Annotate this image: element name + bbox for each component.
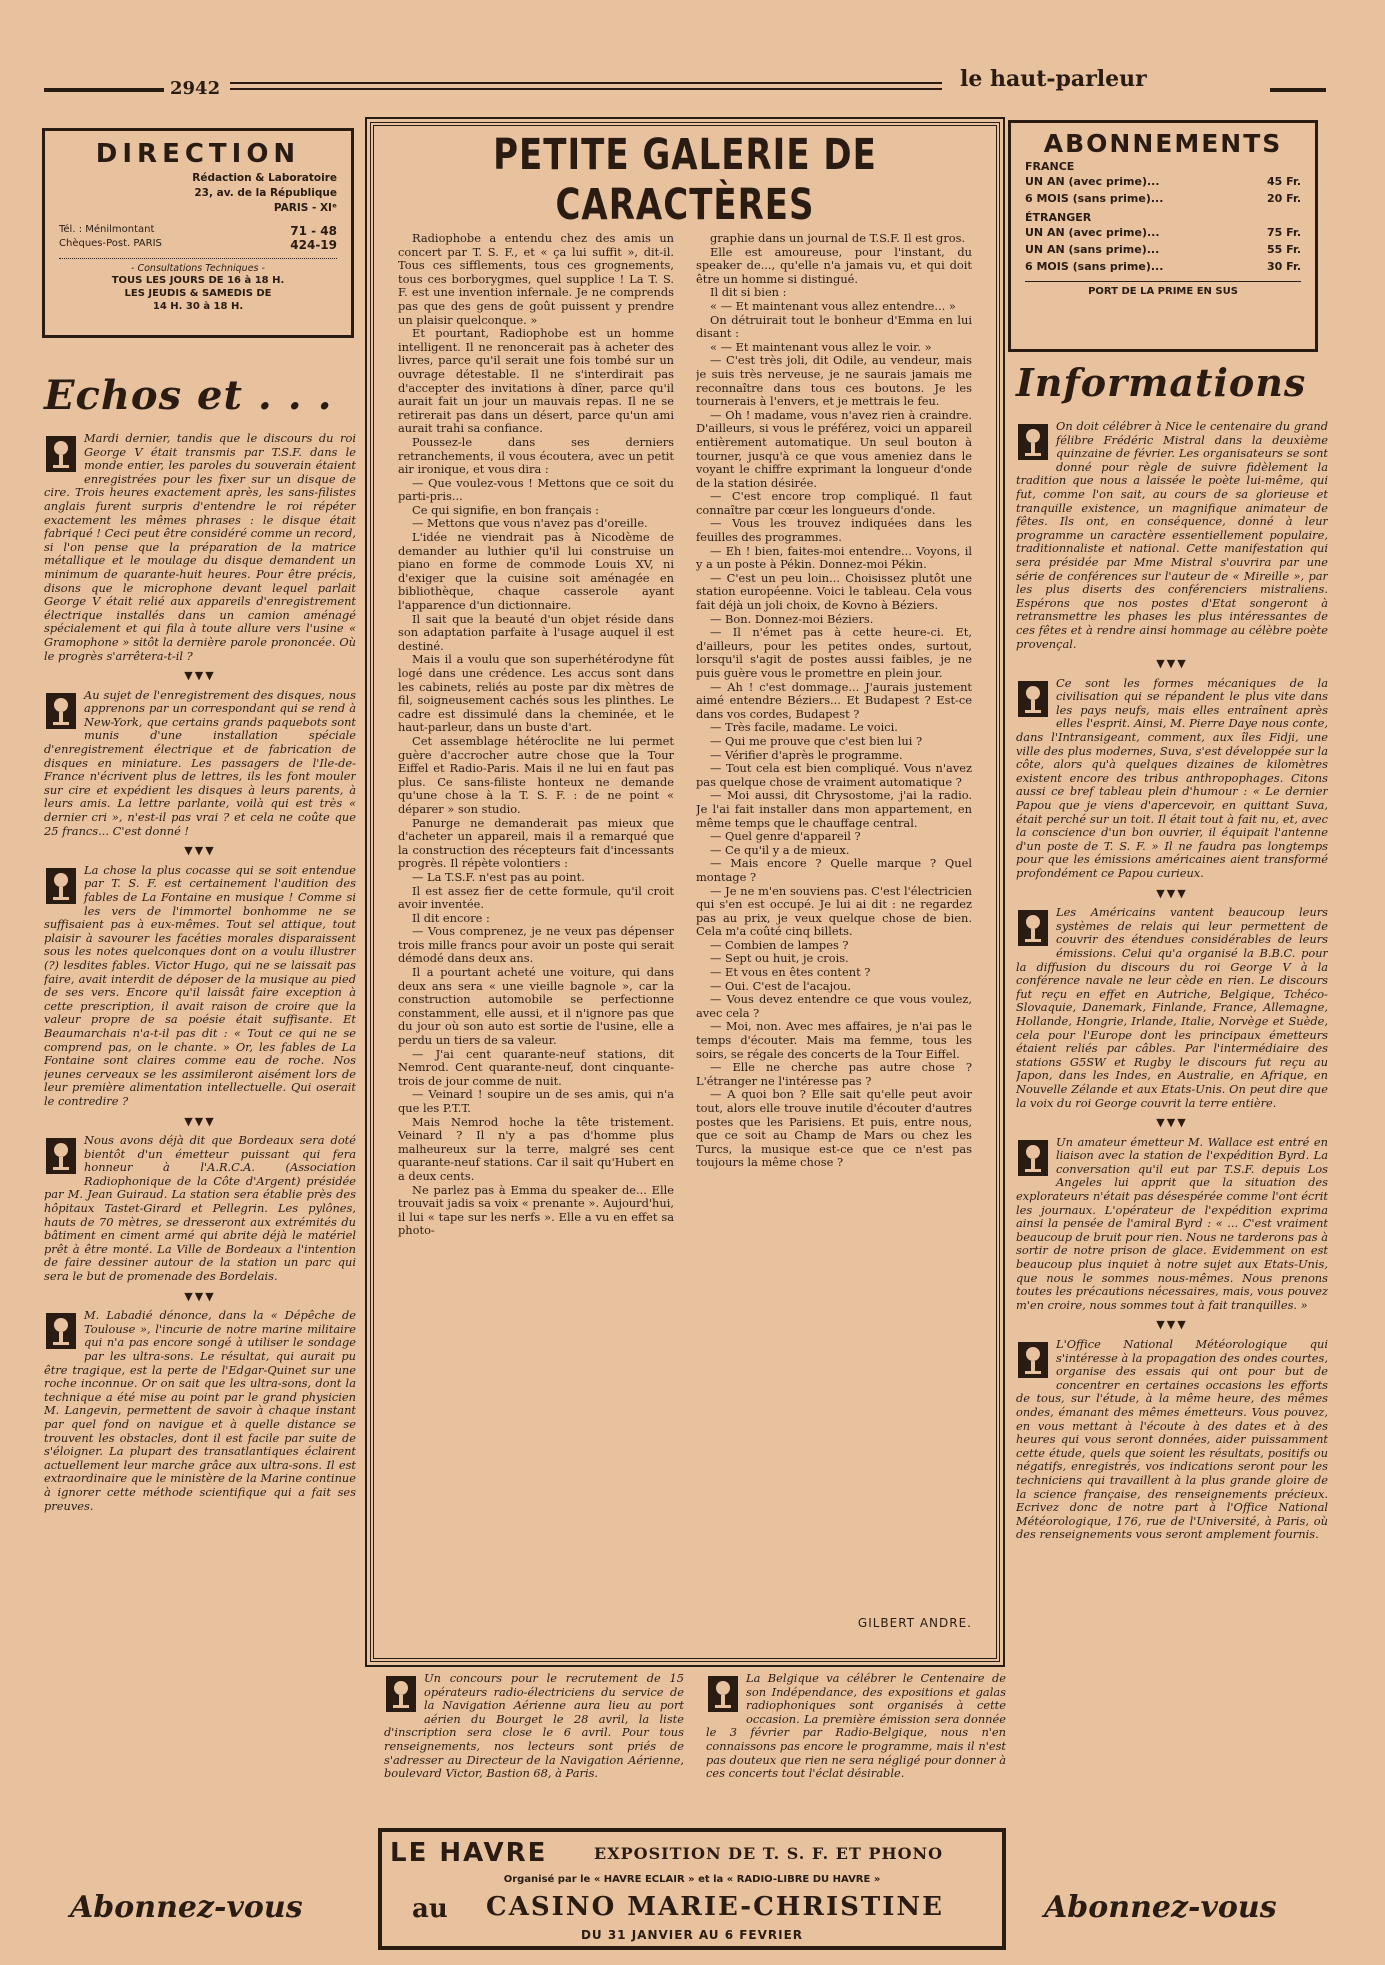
microphone-icon (384, 1674, 418, 1714)
hours-line3: 14 H. 30 à 18 H. (152, 301, 244, 312)
abonnements-title: ABONNEMENTS (1043, 129, 1283, 158)
microphone-icon (1016, 422, 1050, 462)
microphone-icon (706, 1674, 740, 1714)
price-value: 55 Fr. (1267, 243, 1301, 256)
paragraph: — Très facile, madame. Le voici. (710, 720, 898, 735)
separator: ▼▼▼ (1156, 657, 1188, 671)
microphone-icon (44, 1136, 78, 1176)
paragraph: graphie dans un journal de T.S.F. Il est gros. (710, 232, 966, 245)
separator: ▼▼▼ (184, 1289, 216, 1303)
direction-box (42, 128, 354, 338)
news-item-text: Un amateur émetteur M. Wallace est entré en liaison avec la station de l'expédition Byrd. La conversation qu'il eut par T.S.F. depuis Los Angeles lui apprit que la situation des explorateurs n'était pas désespérée comme l'ont écrit les journaux. L'opérateur de l'expédition exprima ainsi la pensée de l'amiral Byrd : « ... C'est vraiment beaucoup de bruit pour rien. Nous ne tarderons pas à sortir de notre prison de glace. Evidemment on est beaucoup plus inquiet à notre sujet aux Etats-Unis, que nous le sommes nous-mêmes. Nous prenons toutes les précautions nécessaires, mais, vous pouvez m'en croire, nous sommes tout à fait tranquilles. » (1016, 1134, 1328, 1312)
paragraph: « — Et maintenant vous allez le voir. » (710, 339, 932, 354)
paragraph: — Vous les trouvez indiquées dans les feuilles des programmes. (696, 516, 972, 545)
paragraph: — Mais encore ? Quelle marque ? Quel montage ? (696, 856, 972, 884)
price-value: 30 Fr. (1267, 260, 1301, 273)
paragraph: Ne parlez pas à Emma du speaker de... Elle trouvait jadis sa voix « prenante ». Aujourd'hui, il lui « tape sur les nerfs ». Elle a vu en effet sa photo- (398, 1182, 674, 1238)
paragraph: Il dit encore : (412, 910, 490, 925)
news-item (1016, 420, 1328, 651)
news-item-text: Ce sont les formes mécaniques de la civilisation qui se répandent le plus vite dans les pays neufs, mais elles entraînent après elles l'esprit. Ainsi, M. Pierre Daye nous conte, dans l'Intransigeant, comment, aux îles Fidji, une ville des plus modernes, Suva, s'est développée sur la côte, alors qu'à quelques dizaines de kilomètres existent encore des tribus anthropophages. Citons aussi ce bref tableau plein d'humour : « Le dernier Papou que je viens d'apercevoir, en quittant Suva, était perché sur un toit. Il était tout à fait nu, et, avec la conscience d'un bon ouvrier, il équipait l'antenne d'un poste de T. S. F. » Il ne faudra pas longtemps pour que les émissions américaines aient transformé profondément ce Papou curieux. (1016, 675, 1328, 880)
havre-au: au (412, 1894, 448, 1924)
microphone-icon (44, 691, 78, 731)
paragraph: — Ah ! c'est dommage... J'aurais justement aimé entendre Béziers... Et Budapest ? Est-ce dans vos cordes, Budapest ? (696, 679, 972, 721)
header-rule-left (44, 88, 164, 92)
header-rule-mid (230, 82, 942, 84)
news-item-text: M. Labadié dénonce, dans la « Dépêche de Toulouse », l'incurie de notre marine militaire qui n'a pas encore songé à utiliser le sondage par les ultra-sons. Le résultat, qui aurait pu être tragique, est la perte de l'Edgar-Quinet sur une roche inconnue. Or on sait que les ultra-sons, dont la technique a été mise au point par le grand physicien M. Langevin, permettent de savoir à chaque instant par quel fond on navigue et à quelle distance se trouvent les obstacles, dont il est facile par suite de s'éloigner. La plupart des transatlantiques éclairent actuellement leur marche grâce aux ultra-sons. Il est extraordinaire que le ministère de la Marine continue à ignorer cette méthode scientifique qui a fait ses preuves. (44, 1308, 356, 1513)
paragraph: — Mettons que vous n'avez pas d'oreille. (412, 516, 648, 531)
tel-value: 71 - 48 (290, 224, 337, 238)
separator: ▼▼▼ (1156, 1318, 1188, 1332)
paragraph: — Je ne m'en souviens pas. C'est l'électricien qui s'en est occupé. Je lui ai dit : ne regardez pas au prix, je veux quelque chose de bien. Cela m'a coûté cinq billets. (696, 883, 972, 939)
direction-sub3: PARIS - XIᵉ (273, 202, 337, 214)
abonnements-box (1008, 120, 1318, 352)
paragraph: — Oui. C'est de l'acajou. (710, 978, 851, 993)
price-label: 6 MOIS (sans prime)... (1025, 192, 1164, 205)
microphone-icon (1016, 679, 1050, 719)
paragraph: L'idée ne viendrait pas à Nicodème de demander au luthier qu'il lui construise un piano en forme de commode Louis XV, ni d'exiger que la cuisine soit aménagée en bibliothèque, chaque casserole ayant l'apparence d'un dictionnaire. (398, 530, 674, 613)
paragraph: — La T.S.F. n'est pas au point. (412, 869, 585, 884)
separator: ▼▼▼ (184, 1114, 216, 1128)
paragraph: Poussez-le dans ses derniers retranchements, il vous écoutera, avec un petit air ironique, et vous dira : (398, 434, 674, 477)
paragraph: Mais Nemrod hoche la tête tristement. Veinard ? Il n'y a pas d'homme plus malheureux sur la terre, malgré ses cent quarante-neuf stations. Car il sait qu'Hubert en a deux cents. (398, 1114, 674, 1183)
separator: ▼▼▼ (1156, 886, 1188, 900)
echos-heading: Echos et . . . (44, 372, 333, 419)
paragraph: — Tout cela est bien compliqué. Vous n'avez pas quelque chose de vraiment automatique ? (696, 761, 972, 789)
paragraph: — Eh ! bien, faites-moi entendre... Voyons, il y a un poste à Pékin. Donnez-moi Pékin. (696, 543, 972, 572)
galerie-column-1 (398, 232, 674, 1642)
consult-label: - Consultations Techniques - (131, 263, 265, 274)
separator: ▼▼▼ (1156, 1116, 1188, 1130)
price-value: 45 Fr. (1267, 175, 1301, 188)
news-item-text: Les Américains vantent beaucoup leurs systèmes de relais qui leur permettent de couvrir des étendues considérables de leurs émissions. Celui qu'a organisé la B.B.C. pour la diffusion du discours du roi George V à la conférence navale ne leur cède en rien. Le discours fut reçu en effet en Autriche, Belgique, Tchéco-Slovaquie, Danemark, Finlande, France, Allemagne, Hollande, Hongrie, Irlande, Italie, Norvège et Suède, cela pour l'Europe dont les principaux émetteurs étaient reliés par câbles. Par l'intermédiaire des stations G5SW et Rugby le discours fut reçu au Japon, dans les Indes, en Australie, en Afrique, en Nouvelle Zélande et aux Etats-Unis. On peut dire que la voix du roi George couvrit la terre entière. (1016, 905, 1328, 1110)
france-label: FRANCE (1025, 160, 1075, 173)
microphone-icon (1016, 1340, 1050, 1380)
paragraph: — Quel genre d'appareil ? (710, 829, 861, 844)
cheques-value: 424-19 (290, 238, 337, 252)
page-number: 2942 (170, 78, 221, 99)
price-row (1025, 190, 1301, 207)
etranger-label: ÉTRANGER (1025, 211, 1092, 224)
galerie-column-2 (696, 232, 972, 1612)
galerie-title: PETITE GALERIE DE CARACTÈRES (493, 130, 877, 230)
hours-line1: TOUS LES JOURS DE 16 à 18 H. (111, 275, 285, 286)
paragraph: — Ce qu'il y a de mieux. (710, 842, 850, 857)
news-item (1016, 1338, 1328, 1542)
paragraph: — Veinard ! soupire un de ses amis, qui n'a que les P.T.T. (398, 1087, 674, 1115)
direction-sub1: Rédaction & Laboratoire (192, 172, 337, 184)
port-label: PORT DE LA PRIME EN SUS (1025, 281, 1301, 297)
note-navigation-text: Un concours pour le recrutement de 15 opérateurs radio-électriciens du service de la Navigation Aérienne aura lieu au port aérien du Bourget le 28 avril, la liste d'inscription sera close le 6 avril. Pour tous renseignements, nos lecteurs sont priés de s'adresser au Directeur de la Navigation Aérienne, boulevard Victor, Bastion 68, à Paris. (384, 1672, 684, 1781)
paragraph: Il dit si bien : (710, 285, 787, 300)
paragraph: — A quoi bon ? Elle sait qu'elle peut avoir tout, alors elle trouve inutile d'écouter d'autres postes que les Parisiens. Et puis, entre nous, que ce soit au Champ de Mars ou chez les Turcs, la musique est-ce que ce n'est pas toujours la même chose ? (696, 1087, 972, 1170)
paragraph: Il est assez fier de cette formule, qu'il croit avoir inventée. (398, 883, 674, 912)
header-rule-right (1270, 88, 1326, 92)
informations-column (1016, 420, 1328, 1864)
news-item (1016, 906, 1328, 1110)
price-row (1025, 224, 1301, 241)
paragraph: Il sait que la beauté d'un objet réside dans son adaptation parfaite à l'usage auquel il est destiné. (398, 611, 674, 653)
newspaper-title: le haut-parleur (960, 66, 1147, 92)
paragraph: — Sept ou huit, je crois. (710, 951, 849, 966)
paragraph: Ce qui signifie, en bon français : (412, 502, 600, 517)
paragraph: — Il n'émet pas à cette heure-ci. Et, d'ailleurs, pour les petites ondes, surtout, lorsqu'il s'agit de postes aussi faibles, je ne puis guère vous le promettre en plein jour. (696, 625, 972, 680)
echos-footer: Abonnez-vous (70, 1890, 303, 1925)
news-item (1016, 1136, 1328, 1313)
paragraph: — C'est un peu loin... Choisissez plutôt une station européenne. Voici le tableau. Cela vous fait déjà un joli choix, de Kovno à Béziers. (696, 570, 972, 613)
paragraph: Et pourtant, Radiophobe est un homme intelligent. Il ne renoncerait pas à acheter des livres, parce qu'il serait une fois tombé sur un ouvrage détestable. Il ne s'interdirait pas d'accepter des invitations à dîner, parce qu'il aurait fait un jour un mauvais repas. Il ne se retirerait pas dans un désert, parce qu'un ami aurait trahi sa confiance. (398, 326, 674, 436)
note-belgique (706, 1672, 1006, 1822)
price-row (1025, 258, 1301, 275)
cheques-label: Chèques-Post. PARIS (59, 238, 162, 249)
havre-expo: EXPOSITION DE T. S. F. ET PHONO (594, 1844, 944, 1863)
news-item-text: Mardi dernier, tandis que le discours du roi George V était transmis par T.S.F. dans le monde entier, les paroles du souverain étaient enregistrées pour les fixer sur un disque de cire. Trois heures exactement après, les sans-filistes anglais furent surpris d'entendre le roi répéter exactement les mêmes phrases : le disque était fabriqué ! Ceci peut être considéré comme un record, si l'on pense que la préparation de la matrice métallique et le moulage du disque demandent un minimum de quarante-huit heures. Pour être précis, disons que le microphone devant lequel parlait George V était relié aux appareils d'enregistrement électrique installés dans un camion aménagé spécialement et qui fila à toute allure vers l'usine « Gramophone » sitôt la dernière parole prononcée. Où le progrès s'arrêtera-t-il ? (44, 432, 356, 663)
price-label: UN AN (avec prime)... (1025, 175, 1160, 188)
news-item (44, 1134, 356, 1284)
note-navigation (384, 1672, 684, 1822)
microphone-icon (44, 1311, 78, 1351)
separator: ▼▼▼ (184, 844, 216, 858)
news-item (44, 432, 356, 663)
note-belgique-text: La Belgique va célébrer le Centenaire de son Indépendance, des expositions et galas radiophoniques sont organisés à cette occasion. La première émission sera donnée le 3 février par Radio-Belgique, nous n'en connaissons pas encore le programme, mais il n'est pas douteux que rien ne sera négligé pour donner à ces concerts tout l'éclat désirable. (706, 1672, 1006, 1781)
havre-dates: DU 31 JANVIER AU 6 FEVRIER (580, 1928, 804, 1942)
news-item-text: Nous avons déjà dit que Bordeaux sera doté bientôt d'un émetteur puissant qui fera honneur à l'A.R.C.A. (Association Radiophonique de la Côte d'Argent) présidée par M. Jean Guiraud. La station sera établie près des hôpitaux Tastet-Girard et Pellegrin. Les pylônes, hauts de 70 mètres, se dresseront aux extrémités du bâtiment en ciment armé qui abrite déjà le matériel prêt à être monté. La Ville de Bordeaux a l'intention de faire dessiner autour de la station un parc qui sera le but de promenade des Bordelais. (44, 1133, 356, 1284)
price-label: UN AN (sans prime)... (1025, 243, 1160, 256)
paragraph: — Et vous en êtes content ? (710, 965, 871, 980)
header-rule-mid2 (230, 88, 942, 90)
paragraph: « — Et maintenant vous allez entendre... » (710, 298, 956, 313)
galerie-signature: GILBERT ANDRE. (857, 1616, 972, 1630)
price-row (1025, 173, 1301, 190)
paragraph: — Moi aussi, dit Chrysostome, j'ai la radio. Je l'ai fait installer dans mon appartement, en même temps que le chauffage central. (696, 788, 972, 830)
price-value: 75 Fr. (1267, 226, 1301, 239)
paragraph: — Qui me prouve que c'est bien lui ? (710, 733, 923, 748)
informations-footer: Abonnez-vous (1044, 1890, 1277, 1925)
paragraph: — J'ai cent quarante-neuf stations, dit Nemrod. Cent quarante-neuf, dont cinquante-trois de jour comme de nuit. (398, 1046, 674, 1088)
paragraph: — C'est très joli, dit Odile, au vendeur, mais je suis très nerveuse, je ne saurais jamais me reconnaître dans tous ces boutons. Je les tournerais à l'envers, et je mettrais le feu. (696, 353, 972, 409)
paragraph: Il a pourtant acheté une voiture, qui dans deux ans sera « une vieille bagnole », car la construction automobile se perfectionne constamment, elle aussi, et il n'ignore pas que du jour où son auto est sortie de l'usine, elle a perdu un tiers de sa valeur. (398, 965, 674, 1048)
informations-heading: Informations (1016, 360, 1307, 405)
hours-line2: LES JEUDIS & SAMEDIS DE (124, 288, 272, 299)
direction-title: DIRECTION (95, 139, 301, 169)
echos-column (44, 432, 356, 1852)
havre-city: LE HAVRE (390, 1838, 548, 1868)
paragraph: — Combien de lampes ? (710, 937, 849, 952)
paragraph: — Elle ne cherche pas autre chose ? L'étranger ne l'intéresse pas ? (696, 1060, 972, 1088)
news-item (44, 1309, 356, 1513)
paragraph: Radiophobe a entendu chez des amis un concert par T. S. F., et « ça lui suffit », dit-il. Tous ces sifflements, tous ces grognements, tous ces borborygmes, quel supplice ! La T. S. F. est une invention infernale. Je ne comprends pas que des gens de goût puissent y prendre un plaisir quelconque. » (398, 232, 674, 327)
paragraph: — Moi, non. Avec mes affaires, je n'ai pas le temps d'écouter. Mais ma femme, tous les soirs, se régale des concerts de la Tour Eiffel. (696, 1019, 972, 1061)
news-item-text: L'Office National Météorologique qui s'intéresse à la propagation des ondes courtes, organise des essais qui ont pour but de concentrer en certaines occasions les efforts de tous, sur l'étude, à la même heure, des mêmes ondes, émanant des mêmes émetteurs. Vous pouvez, en vous mettant à l'écoute à des dates et à des heures qui vous seront données, aider puissamment cette étude, quels que soient les résultats, positifs ou négatifs, enregistrés, vos indications seront pour les techniciens qui travaillent à la plus grande gloire de la science française, des renseignements précieux. Ecrivez donc de notre part à l'Office National Météorologique, 176, rue de l'Université, à Paris, où des renseignements vous seront amplement fournis. (1016, 1337, 1328, 1542)
havre-venue: CASINO MARIE-CHRISTINE (486, 1892, 944, 1922)
news-item (44, 864, 356, 1109)
microphone-icon (44, 434, 78, 474)
news-item-text: On doit célébrer à Nice le centenaire du grand félibre Frédéric Mistral dans la deuxième quinzaine de février. Les organisateurs se sont donné pour règle de suivre fidèlement la tradition que nous a laissée le poète lui-même, qui fut, comme l'on sait, au cours de sa glorieuse et tranquille existence, un magnifique animateur de fêtes. Ils ont, en conséquence, donné à leur programme un caractère essentiellement populaire, traditionnaliste et national. Cette manifestation qui sera présidée par Mme Mistral s'ouvrira par une série de conférences sur l'auteur de « Mireille », par les plus diserts des conférenciers mistraliens. Espérons que nos postes d'Etat songeront à retransmettre les phases les plus intéressantes de ces fêtes et à rendre ainsi hommage au célèbre poète provençal. (1016, 420, 1328, 651)
paragraph: On détruirait tout le bonheur d'Emma en lui disant : (696, 312, 972, 341)
paragraph: — Vous devez entendre ce que vous voulez, avec cela ? (696, 992, 972, 1020)
paragraph: — Oh ! madame, vous n'avez rien à craindre. D'ailleurs, si vous le préférez, voici un appareil entièrement automatique. Un seul bouton à tourner, jusqu'à ce que vous ameniez dans le voyant le chiffre exprimant la longueur d'onde de la station désirée. (696, 407, 972, 490)
paragraph: Mais il a voulu que son superhétérodyne fût logé dans une crédence. Les accus sont dans les cabinets, reliés au poste par dix mètres de fil, soigneusement cachés sous les plinthes. Le cadre est dissimulé dans la cheminée, et le haut-parleur, dans un buste d'art. (398, 652, 674, 735)
paragraph: — Vérifier d'après le programme. (710, 747, 903, 762)
havre-ad (378, 1828, 1006, 1950)
paragraph: — Que voulez-vous ! Mettons que ce soit du parti-pris... (398, 475, 674, 504)
microphone-icon (44, 866, 78, 906)
paragraph: — Vous comprenez, je ne veux pas dépenser trois mille francs pour avoir un poste qui serait démodé dans deux ans. (398, 924, 674, 966)
news-item (1016, 677, 1328, 881)
news-item-text: La chose la plus cocasse qui se soit entendue par T. S. F. est certainement l'audition des fables de La Fontaine en musique ! Comme si les vers de l'immortel bonhomme ne se suffisaient pas à eux-mêmes. Tout sel attique, tout plaisir à savourer les facéties morales disparaissent sous les notes quelconques dont on a voulu illustrer (?) lesdites fables. Victor Hugo, qui ne se laissait pas faire, avait interdit de déposer de la musique au pied de ses vers. Encore qu'il laissât faire exception à cette prescription, il avait raison de croire que la valeur propre de sa poésie était suffisante. Et Beaumarchais n'a-t-il pas dit : « Tout ce qui ne se comprend pas, on le chante. » Or, les fables de La Fontaine sont claires comme eau de roche. Nos jeunes cerveaux se les assimileront aisément lors de leur première alimentation intellectuelle. Qui oserait le contredire ? (44, 862, 356, 1108)
havre-org: Organisé par le « HAVRE ECLAIR » et la « RADIO-LIBRE DU HAVRE » (503, 1874, 881, 1885)
news-item (44, 689, 356, 839)
microphone-icon (1016, 908, 1050, 948)
price-row (1025, 241, 1301, 258)
paragraph: Elle est amoureuse, pour l'instant, du speaker de..., qu'elle n'a jamais vu, et qui doit être un homme si distingué. (696, 244, 972, 286)
price-label: UN AN (avec prime)... (1025, 226, 1160, 239)
price-value: 20 Fr. (1267, 192, 1301, 205)
tel-label: Tél. : Ménilmontant (59, 224, 155, 235)
paragraph: — C'est encore trop compliqué. Il faut connaître par cœur les longueurs d'onde. (696, 489, 972, 517)
price-label: 6 MOIS (sans prime)... (1025, 260, 1164, 273)
separator: ▼▼▼ (184, 669, 216, 683)
paragraph: Cet assemblage hétéroclite ne lui permet guère d'accrocher autre chose que la Tour Eiffel et Radio-Paris. Mais il ne lui en faut pas plus. Ce sans-filiste honteux ne demande qu'une chose à la T. S. F. : de ne point « déparer » son studio. (398, 733, 674, 816)
microphone-icon (1016, 1138, 1050, 1178)
direction-sub2: 23, av. de la République (194, 187, 337, 199)
news-item-text: Au sujet de l'enregistrement des disques, nous apprenons par un correspondant qui se rend à New-York, que certains grands paquebots sont munis d'une installation spéciale d'enregistrement électrique et de fabrication de disques en miniature. Les passagers de l'Ile-de-France n'écrivent plus de lettres, ils les font mouler sur cire et expédient les disques à leurs parents, à leurs amis. La lettre parlante, voilà qui est très « dernier cri », n'est-il pas vrai ? et cela ne coûte que 25 francs... C'est donné ! (44, 687, 356, 838)
paragraph: Panurge ne demanderait pas mieux que d'acheter un appareil, mais il a remarqué que la construction des récepteurs fait d'incessants progrès. Il répète volontiers : (398, 815, 674, 871)
paragraph: — Bon. Donnez-moi Béziers. (710, 611, 874, 626)
